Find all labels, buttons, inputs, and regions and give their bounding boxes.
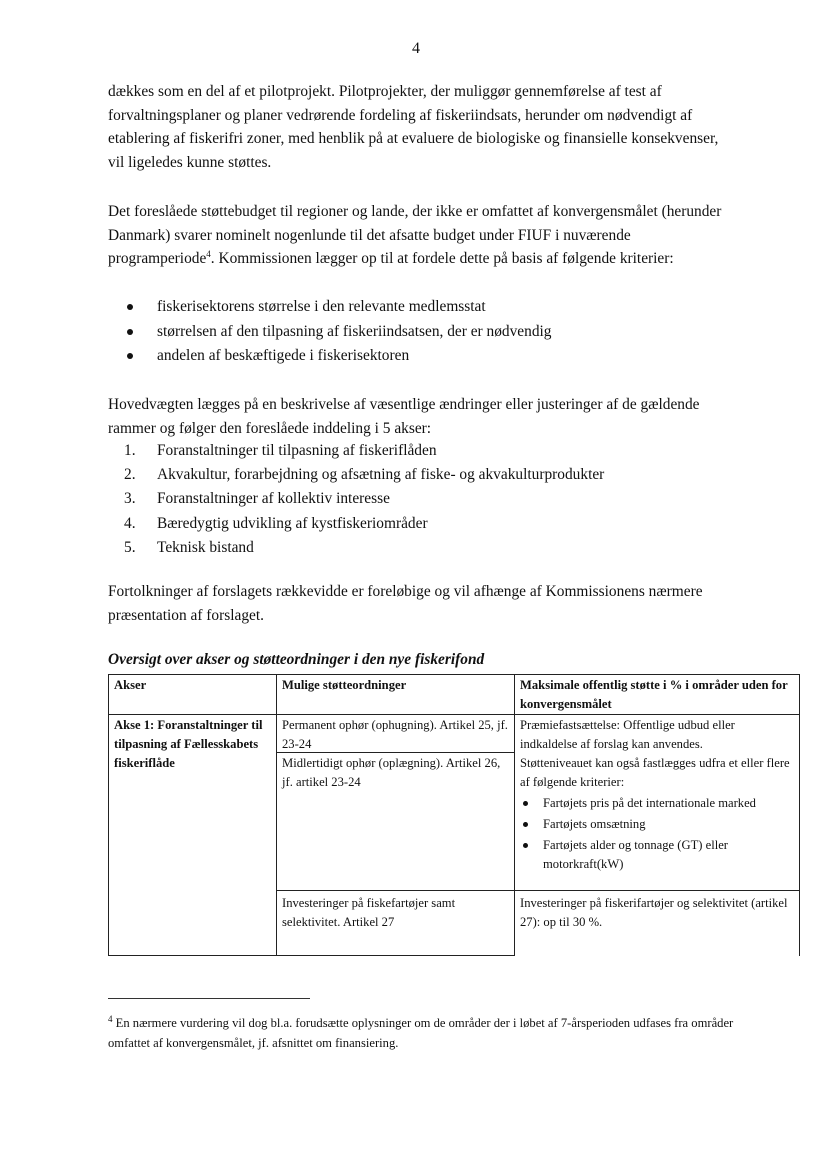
- footnote-reference: 4: [206, 248, 211, 259]
- footnote-divider: [108, 998, 310, 999]
- table-cell-support-investment: Investeringer på fiskerifartøjer og selektivitet (artikel 27): op til 30 %.: [520, 896, 788, 929]
- criteria-list: [124, 295, 724, 369]
- paragraph-pilot-projects: dækkes som en del af et pilotprojekt. Pilotprojekter, der muliggør gennemførelse af test af forvaltningsplaner og planer vedrørende fordeling af fiskeriindsats, herunder om nødvendigt af etablering af fiskerifri zoner, med henblik på at evaluere de biologiske og finansielle konsekvenser, vil ligeledes kunne støttes.: [108, 83, 719, 171]
- list-item: [124, 536, 724, 560]
- list-item: Fartøjets pris på det internationale marked: [520, 794, 794, 813]
- list-number: 2.: [124, 466, 136, 484]
- list-label: Bæredygtig udvikling af kystfiskeriområder: [157, 514, 428, 532]
- list-item: [124, 439, 724, 463]
- list-label: Foranstaltninger af kollektiv interesse: [157, 490, 390, 508]
- table-header-akser: Akser: [114, 678, 147, 692]
- paragraph-text: . Kommissionen lægger op til at fordele dette på basis af følgende kriterier:: [210, 250, 674, 267]
- paragraph-interpretation: Fortolkninger af forslagets rækkevidde er foreløbige og vil afhænge af Kommissionens nærmere præsentation af forslaget.: [108, 583, 703, 624]
- table-cell-support-criteria: [515, 715, 799, 875]
- support-text: Støtteniveauet kan også fastlægges udfra et eller flere af følgende kriterier:: [520, 756, 790, 789]
- table-header-max-support: Maksimale offentlig støtte i % i områder uden for konvergensmålet: [520, 678, 788, 711]
- list-item: størrelsen af den tilpasning af fiskeriindsatsen, der er nødvendig: [124, 320, 724, 345]
- list-item: [124, 487, 724, 511]
- table-cell-scheme-temporary: Midlertidigt ophør (oplægning). Artikel 26, jf. artikel 23-24: [282, 756, 501, 789]
- table-border-right: [799, 674, 800, 956]
- footnote-text: En nærmere vurdering vil dog bl.a. forudsætte oplysninger om de områder der i løbet af 7-årsperioden udfases fra områder omfattet af konvergensmålet, jf. afsnittet om finansiering.: [108, 1016, 734, 1050]
- table-cell-scheme-investment: Investeringer på fiskefartøjer samt selektivitet. Artikel 27: [282, 896, 456, 929]
- list-item: andelen af beskæftigede i fiskerisektoren: [124, 344, 724, 369]
- table-caption: Oversigt over akser og støtteordninger i den nye fiskerifond: [108, 651, 485, 668]
- footnote-marker: 4: [108, 1013, 113, 1024]
- page-number: 4: [412, 40, 420, 57]
- list-label: Foranstaltninger til tilpasning af fiskeriflåden: [157, 442, 437, 459]
- list-item: Fartøjets omsætning: [520, 815, 794, 834]
- list-number: 3.: [124, 490, 136, 508]
- list-number: 1.: [124, 442, 136, 459]
- list-label: Teknisk bistand: [157, 538, 254, 556]
- list-label: Akvakultur, forarbejdning og afsætning af fiske- og akvakulturprodukter: [157, 466, 605, 484]
- paragraph-text: Det foreslåede støttebudget til regioner og lande, der ikke er omfattet af konvergensmålet (herunder Danmark) svarer nominelt nogenlunde til det afsatte budget under FIUF i nuværende programperiode: [108, 203, 722, 267]
- table-border-scheme2: [276, 890, 800, 891]
- support-table: [108, 674, 800, 956]
- support-criteria-list: [520, 794, 794, 874]
- list-item: fiskerisektorens størrelse i den relevante medlemsstat: [124, 295, 724, 320]
- footnote: [108, 1013, 768, 1053]
- list-item: Fartøjets alder og tonnage (GT) eller motorkraft(kW): [520, 836, 794, 874]
- table-cell-scheme-permanent: Permanent ophør (ophugning). Artikel 25, jf. 23-24: [282, 718, 508, 751]
- table-cell-axis-1: Akse 1: Foranstaltninger til tilpasning af Fællesskabets fiskeriflåde: [114, 718, 263, 770]
- paragraph-axes-intro: Hovedvægten lægges på en beskrivelse af væsentlige ændringer eller justeringer af de gældende rammer og følger den foreslåede inddeling i 5 akser:: [108, 396, 700, 437]
- list-number: 5.: [124, 538, 136, 556]
- list-item: [124, 463, 724, 487]
- support-text: Præmiefastsættelse: Offentlige udbud eller indkaldelse af forslag kan anvendes.: [520, 718, 735, 751]
- paragraph-support-budget: [108, 200, 724, 271]
- table-border-bottom: [108, 955, 515, 956]
- axes-list: [124, 439, 724, 560]
- table-header-schemes: Mulige støtteordninger: [282, 678, 407, 692]
- list-item: [124, 512, 724, 536]
- list-number: 4.: [124, 514, 136, 532]
